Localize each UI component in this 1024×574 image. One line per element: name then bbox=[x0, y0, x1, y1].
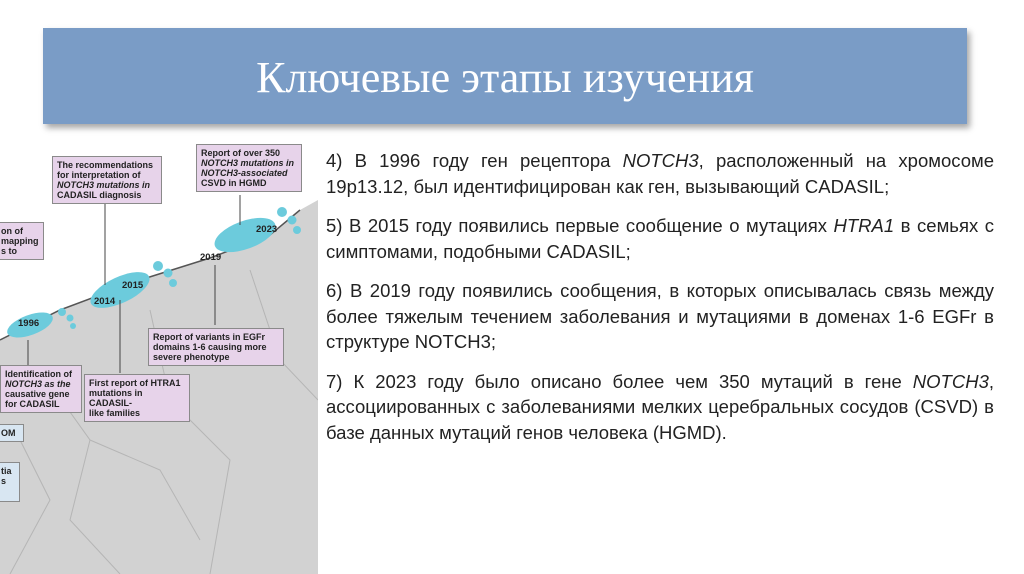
paragraph-text: , ассоциированных с заболеваниями мелких церебральных сосудов (CSVD) в базе данных мутаций генов человека (HGMD). bbox=[326, 370, 994, 443]
box-mapping bbox=[0, 222, 44, 260]
box-line: First report of HTRA1 bbox=[89, 378, 181, 388]
box-tia bbox=[0, 462, 20, 502]
box-line: NOTCH3 as the bbox=[5, 379, 71, 389]
gene-name: HTRA1 bbox=[833, 215, 895, 236]
box-line: NOTCH3-associated bbox=[201, 168, 288, 178]
box-line: CADASIL diagnosis bbox=[57, 190, 142, 200]
title-bar bbox=[43, 28, 967, 124]
paragraph-text: в семьях с симптомами, подобными CADASIL; bbox=[326, 215, 994, 262]
box-line: CSVD in HGMD bbox=[201, 178, 267, 188]
box-line: mapping bbox=[1, 236, 39, 246]
box-identification bbox=[0, 365, 82, 413]
text-content bbox=[326, 148, 994, 459]
box-line: Report of over 350 bbox=[201, 148, 281, 158]
timeline-figure bbox=[0, 140, 318, 574]
gene-name: NOTCH3 bbox=[622, 150, 699, 171]
paragraph-text: 5) В 2015 году появились первые сообщение о мутациях bbox=[326, 215, 834, 236]
box-htra1 bbox=[84, 374, 190, 422]
paragraph-item bbox=[326, 278, 994, 355]
box-line: The recommendations bbox=[57, 160, 154, 170]
box-line: like families bbox=[89, 408, 141, 418]
year-label-1996: 1996 bbox=[18, 318, 40, 329]
box-line: OM bbox=[1, 428, 16, 438]
paragraph-text: 6) В 2019 году появились сообщения, в которых описывалась связь между более тяжелым течением заболевания и мутациями в доменах 1-6 EGFr в структуре NOTCH3; bbox=[326, 280, 994, 352]
box-line: for CADASIL bbox=[5, 399, 60, 409]
box-line: NOTCH3 mutations in bbox=[201, 158, 295, 168]
box-line: severe phenotype bbox=[153, 352, 230, 362]
box-line: tia bbox=[1, 466, 12, 476]
box-line: for interpretation of bbox=[57, 170, 141, 180]
paragraph-item bbox=[326, 369, 994, 446]
paragraph-text: , расположенный на хромосоме 19p13.12, был идентифицирован как ген, вызывающий CADASIL; bbox=[326, 150, 994, 197]
box-report-350 bbox=[196, 144, 302, 192]
box-line: domains 1-6 causing more bbox=[153, 342, 267, 352]
year-label-2014: 2014 bbox=[94, 296, 116, 307]
box-egfr bbox=[148, 328, 284, 366]
paragraph-item bbox=[326, 148, 994, 199]
gene-name: NOTCH3 bbox=[912, 370, 989, 392]
box-line: NOTCH3 mutations in bbox=[57, 180, 151, 190]
slide-title: Ключевые этапы изучения bbox=[256, 53, 754, 102]
year-label-2023: 2023 bbox=[256, 224, 278, 235]
box-line: mutations in CADASIL- bbox=[89, 388, 143, 408]
box-line: s to bbox=[1, 246, 18, 256]
box-om bbox=[0, 424, 24, 442]
year-label-2019: 2019 bbox=[200, 252, 222, 263]
paragraph-text: 7) К 2023 году было описано более чем 350 мутаций в гене bbox=[326, 370, 913, 392]
box-line: causative gene bbox=[5, 389, 70, 399]
box-line: s bbox=[1, 476, 7, 486]
box-line: Identification of bbox=[5, 369, 72, 379]
paragraph-text: 4) В 1996 году ген рецептора bbox=[326, 150, 623, 171]
paragraph-item bbox=[326, 213, 994, 264]
box-recommendations bbox=[52, 156, 162, 204]
box-line: Report of variants in EGFr bbox=[153, 332, 266, 342]
year-label-2015: 2015 bbox=[122, 280, 144, 291]
box-line: on of bbox=[1, 226, 23, 236]
